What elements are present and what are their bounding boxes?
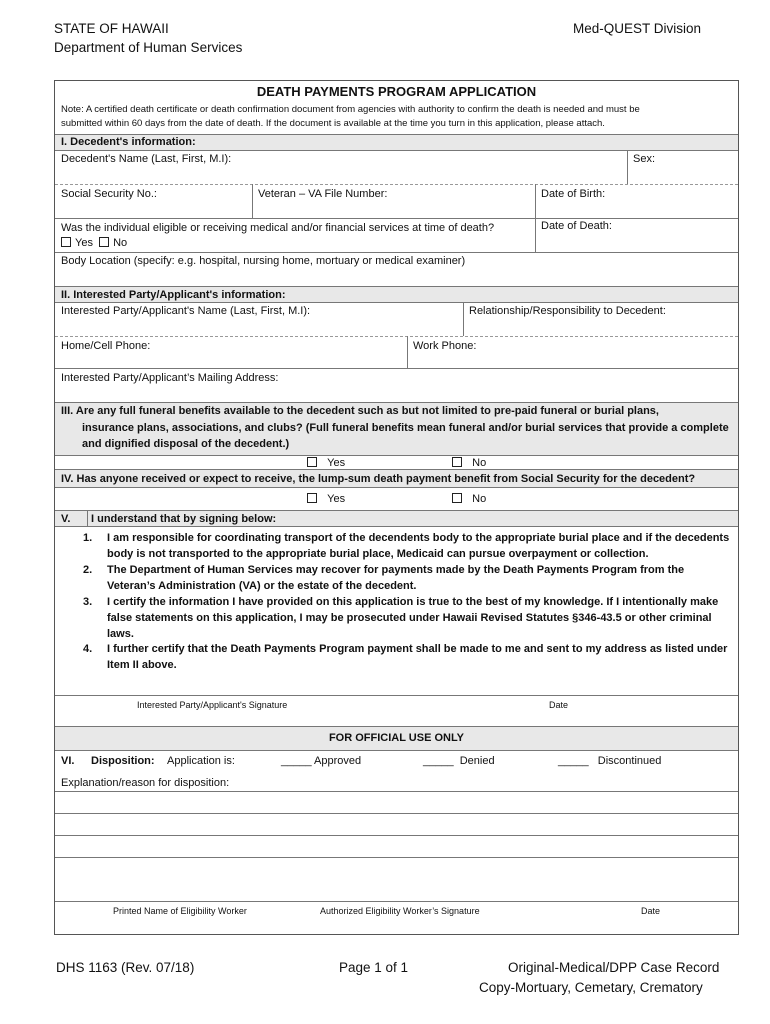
approved-blank: _____ (281, 755, 312, 767)
lump-sum-no-checkbox[interactable] (452, 493, 462, 503)
decedent-name-field[interactable]: Decedent's Name (Last, First, M.I): (61, 153, 232, 165)
approved-option[interactable] (281, 754, 361, 768)
body-location-field[interactable]: Body Location (specify: e.g. hospital, nursing home, mortuary or medical examiner) (61, 255, 466, 267)
form-title: DEATH PAYMENTS PROGRAM APPLICATION (256, 84, 537, 99)
rule (55, 455, 738, 456)
note-line-1: Note: A certified death certificate or death confirmation document from agencies with authority to confirm the death is needed and must be (61, 104, 640, 115)
discontinued-label: Discontinued (597, 755, 662, 767)
disposition-label: Disposition: (91, 755, 155, 767)
rule (55, 835, 738, 836)
rule (55, 252, 738, 253)
section-4-no-option (452, 492, 486, 506)
divider (87, 510, 88, 526)
eligibility-options (61, 236, 127, 250)
approved-label: Approved (314, 755, 362, 767)
funeral-benefits-no-label: No (472, 457, 487, 469)
rule (55, 901, 738, 902)
application-is-label: Application is: (167, 755, 235, 767)
rule (55, 150, 738, 151)
sex-field[interactable]: Sex: (633, 153, 656, 165)
rule (55, 791, 738, 792)
list-item-number: 1. (83, 532, 93, 544)
funeral-benefits-no-checkbox[interactable] (452, 457, 462, 467)
section-4-yes-option (307, 492, 345, 506)
list-item-text: I further certify that the Death Payments Program payment shall be made to me and sent to my address as listed under Item II above. (107, 643, 728, 671)
va-file-number-field[interactable]: Veteran – VA File Number: (258, 188, 388, 200)
rule (55, 813, 738, 814)
rule (55, 286, 738, 287)
divider (463, 302, 464, 336)
distribution-line-2: Copy-Mortuary, Cemetary, Crematory (479, 980, 703, 995)
section-3-line-3: and dignified disposal of the decedent.) (82, 438, 290, 450)
ssn-field[interactable]: Social Security No.: (61, 188, 157, 200)
rule (55, 218, 738, 219)
divider (627, 150, 628, 184)
home-phone-field[interactable]: Home/Cell Phone: (61, 340, 151, 352)
rule (55, 750, 738, 751)
divider (535, 184, 536, 218)
denied-label: Denied (459, 755, 495, 767)
work-phone-field[interactable]: Work Phone: (413, 340, 477, 352)
authorized-signature-field[interactable]: Authorized Eligibility Worker’s Signature (320, 906, 480, 916)
funeral-benefits-yes-checkbox[interactable] (307, 457, 317, 467)
applicant-name-field[interactable]: Interested Party/Applicant's Name (Last, First, M.I): (61, 305, 311, 317)
rule (55, 857, 738, 858)
denied-option[interactable] (423, 754, 495, 768)
section-1-heading: I. Decedent's information: (61, 136, 196, 148)
date-of-death-field[interactable]: Date of Death: (541, 220, 612, 232)
lump-sum-yes-checkbox[interactable] (307, 493, 317, 503)
list-item-text: I am responsible for coordinating transport of the decendents body to the appropriate burial place and if the decedents body is not transported to the appropriate burial place, Medicaid can pursue overpayment or collection. (107, 532, 730, 560)
header-state: STATE OF HAWAII (54, 21, 169, 36)
rule (55, 184, 738, 185)
list-item-number: 2. (83, 564, 93, 576)
date-of-birth-field[interactable]: Date of Birth: (541, 188, 606, 200)
section-5-number: V. (61, 513, 71, 525)
relationship-field[interactable]: Relationship/Responsibility to Decedent: (469, 305, 666, 317)
divider (407, 336, 408, 368)
rule (55, 526, 738, 527)
discontinued-blank: _____ (558, 755, 589, 767)
eligible-no-label: No (113, 237, 128, 249)
list-item-number: 3. (83, 596, 93, 608)
eligible-yes-label: Yes (75, 237, 93, 249)
rule (55, 302, 738, 303)
list-item-number: 4. (83, 643, 93, 655)
header-department: Department of Human Services (54, 40, 243, 55)
worker-date-field[interactable]: Date (641, 906, 661, 916)
section-3-no-option (452, 456, 486, 470)
divider (535, 218, 536, 252)
eligible-yes-checkbox[interactable] (61, 237, 71, 247)
header-division: Med-QUEST Division (573, 21, 702, 36)
printed-name-field[interactable]: Printed Name of Eligibility Worker (113, 906, 247, 916)
section-6-number: VI. (61, 755, 75, 767)
denied-blank: _____ (423, 755, 454, 767)
official-use-heading: FOR OFFICIAL USE ONLY (328, 732, 465, 744)
rule (55, 510, 738, 511)
applicant-date-field[interactable]: Date (549, 700, 569, 710)
form-number: DHS 1163 (Rev. 07/18) (56, 960, 195, 975)
funeral-benefits-yes-label: Yes (327, 457, 346, 469)
section-3-line-1: III. Are any full funeral benefits available to the decedent such as but not limited to pre-paid funeral or burial plans, (61, 405, 659, 417)
mailing-address-field[interactable]: Interested Party/Applicant’s Mailing Address: (61, 372, 279, 384)
eligible-no-checkbox[interactable] (99, 237, 109, 247)
lump-sum-no-label: No (472, 493, 487, 505)
rule (55, 402, 738, 403)
eligibility-question: Was the individual eligible or receiving medical and/or financial services at time of death? (61, 222, 495, 234)
divider (252, 184, 253, 218)
rule (55, 336, 738, 337)
section-3-line-2: insurance plans, associations, and clubs? (Full funeral benefits mean funeral and/or burial services that provide a complete (82, 422, 729, 434)
application-form (54, 80, 739, 935)
rule (55, 368, 738, 369)
distribution-line-1: Original-Medical/DPP Case Record (508, 960, 720, 975)
list-item-text: The Department of Human Services may recover for payments made by the Death Payments Program from the Veteran’s Administration (VA) or the estate of the decedent. (107, 564, 685, 592)
section-4-question: IV. Has anyone received or expect to receive, the lump-sum death payment benefit from Social Security for the decedent? (61, 473, 696, 485)
applicant-signature-field[interactable]: Interested Party/Applicant's Signature (137, 700, 288, 710)
section-2-heading: II. Interested Party/Applicant's information: (61, 289, 286, 301)
rule (55, 487, 738, 488)
list-item-text: I certify the information I have provided on this application is true to the best of my knowledge. If I intentionally make false statements on this application, I may be prosecuted under Hawaii Revised Statutes §346-43.5 or other criminal laws. (107, 596, 719, 640)
section-5-heading: I understand that by signing below: (91, 513, 277, 525)
explanation-field[interactable]: Explanation/reason for disposition: (61, 777, 230, 789)
rule (55, 695, 738, 696)
section-3-yes-option (307, 456, 345, 470)
note-line-2: submitted within 60 days from the date of death. If the document is available at the time you turn in this application, please attach. (61, 118, 605, 129)
discontinued-option[interactable] (558, 754, 661, 768)
rule (55, 469, 738, 470)
lump-sum-yes-label: Yes (327, 493, 346, 505)
page-number: Page 1 of 1 (339, 960, 409, 975)
rule (55, 726, 738, 727)
